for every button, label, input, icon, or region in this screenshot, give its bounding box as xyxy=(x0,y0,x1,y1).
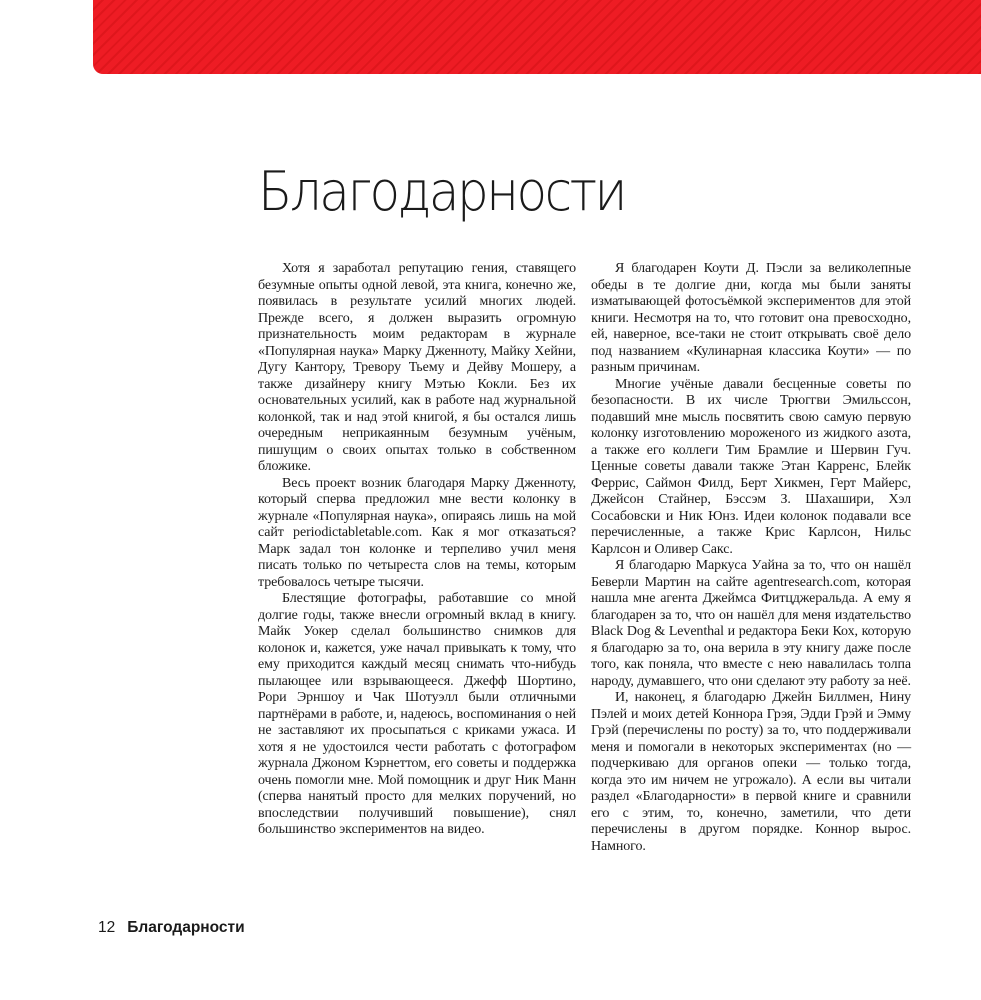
page-footer xyxy=(98,918,245,938)
paragraph: Блестящие фотографы, работавшие со мной долгие годы, также внесли огромный вклад в книгу. Майк Уокер сделал большинство снимков для колонок и, кажется, уже начал привыкать к тому, что ему приходится каждый месяц снимать что-нибудь пылающее или взрывающееся. Джефф Шортино, Рори Эрншоу и Чак Шотуэлл были отличными партнёрами в работе, и, надеюсь, воспоминания о ней не заставляют их просыпаться с криками ужаса. И хотя я не удостоился чести работать с фотографом журнала Джоном Кэрнеттом, его советы и поддержка очень помогли мне. Мой помощник и друг Ник Манн (сперва нанятый просто для мелких поручений, но впоследствии получивший повышение), снял большинство экспериментов на видео. xyxy=(258,591,576,837)
page-title: Благодарности xyxy=(258,160,625,223)
paragraph: Я благодарю Маркуса Уайна за то, что он нашёл Беверли Мартин на сайте agentresearch.com, которая нашла мне агента Джеймса Фитцджеральда. А ему я благодарен за то, что он нашёл для меня издательство Black Dog & Leventhal и редактора Беки Кох, которую я благодарю за то, она верила в эту книгу даже после того, как поняла, что вместе с нею навалилась толпа народу, думавшего, что они сделают эту работу за неё. xyxy=(591,558,911,689)
paragraph: Хотя я заработал репутацию гения, ставящего безумные опыты одной левой, эта книга, конечно же, появилась в результате усилий многих людей. Прежде всего, я должен выразить огромную признательность моим редакторам в журнале «Популярная наука» Марку Дженноту, Майку Хейни, Дугу Кантору, Тревору Тьему и Дейву Мошеру, а также дизайнеру книгу Мэтью Кокли. Без их основательных усилий, как в работе над журнальной колонкой, так и над этой книгой, я бы остался лишь очередным неприкаянным безумным учёным, пишущим о своих опытах только в собственном бложике. xyxy=(258,261,576,474)
text-column-right xyxy=(591,261,911,855)
text-column-left xyxy=(258,261,576,839)
page-number: 12 xyxy=(98,919,116,936)
paragraph: И, наконец, я благодарю Джейн Биллмен, Нину Пэлей и моих детей Коннора Грэя, Эдди Грэй и Эмму Грэй (перечислены по росту) за то, что поддерживали меня и помогали в некоторых экспериментах (но — подчеркиваю для органов опеки — только тогда, когда это им ничем не угрожало). А если вы читали раздел «Благодарности» в первой книге и сравнили его с этим, то, конечно, заметили, что дети перечислены в другом порядке. Коннор вырос. Намного. xyxy=(591,690,911,854)
paragraph: Многие учёные давали бесценные советы по безопасности. В их числе Трюггви Эмильссон, подавший мне мысль посвятить свою самую первую колонку изготовлению мороженого из жидкого азота, а также его коллеги Тим Брамлие и Шервин Гуч. Ценные советы давали также Этан Карренс, Блейк Феррис, Саймон Филд, Берт Хикмен, Герт Майерс, Джейсон Стайнер, Бэссэм З. Шахашири, Хэл Сосабовски и Ник Юнз. Идеи колонок подавали все перечисленные, а также Крис Карлсон, Нильс Карлсон и Оливер Сакс. xyxy=(591,376,911,557)
header-banner xyxy=(93,0,981,74)
paragraph: Я благодарен Коути Д. Пэсли за великолепные обеды в те долгие дни, когда мы были заняты изматывающей фотосъёмкой экспериментов для этой книги. Несмотря на то, что готовит она превосходно, ей, наверное, все-таки не стоит открывать своё дело под названием «Кулинарная классика Коути» — по разным причинам. xyxy=(591,261,911,375)
running-title: Благодарности xyxy=(127,919,245,936)
paragraph: Весь проект возник благодаря Марку Дженноту, который сперва предложил мне вести колонку в журнале «Популярная наука», опираясь лишь на мой сайт periodictabletable.com. Как я мог отказаться? Марк задал тон колонке и терпеливо учил меня писать только по четыреста слов на темы, которым требовалось четыре тысячи. xyxy=(258,475,576,590)
